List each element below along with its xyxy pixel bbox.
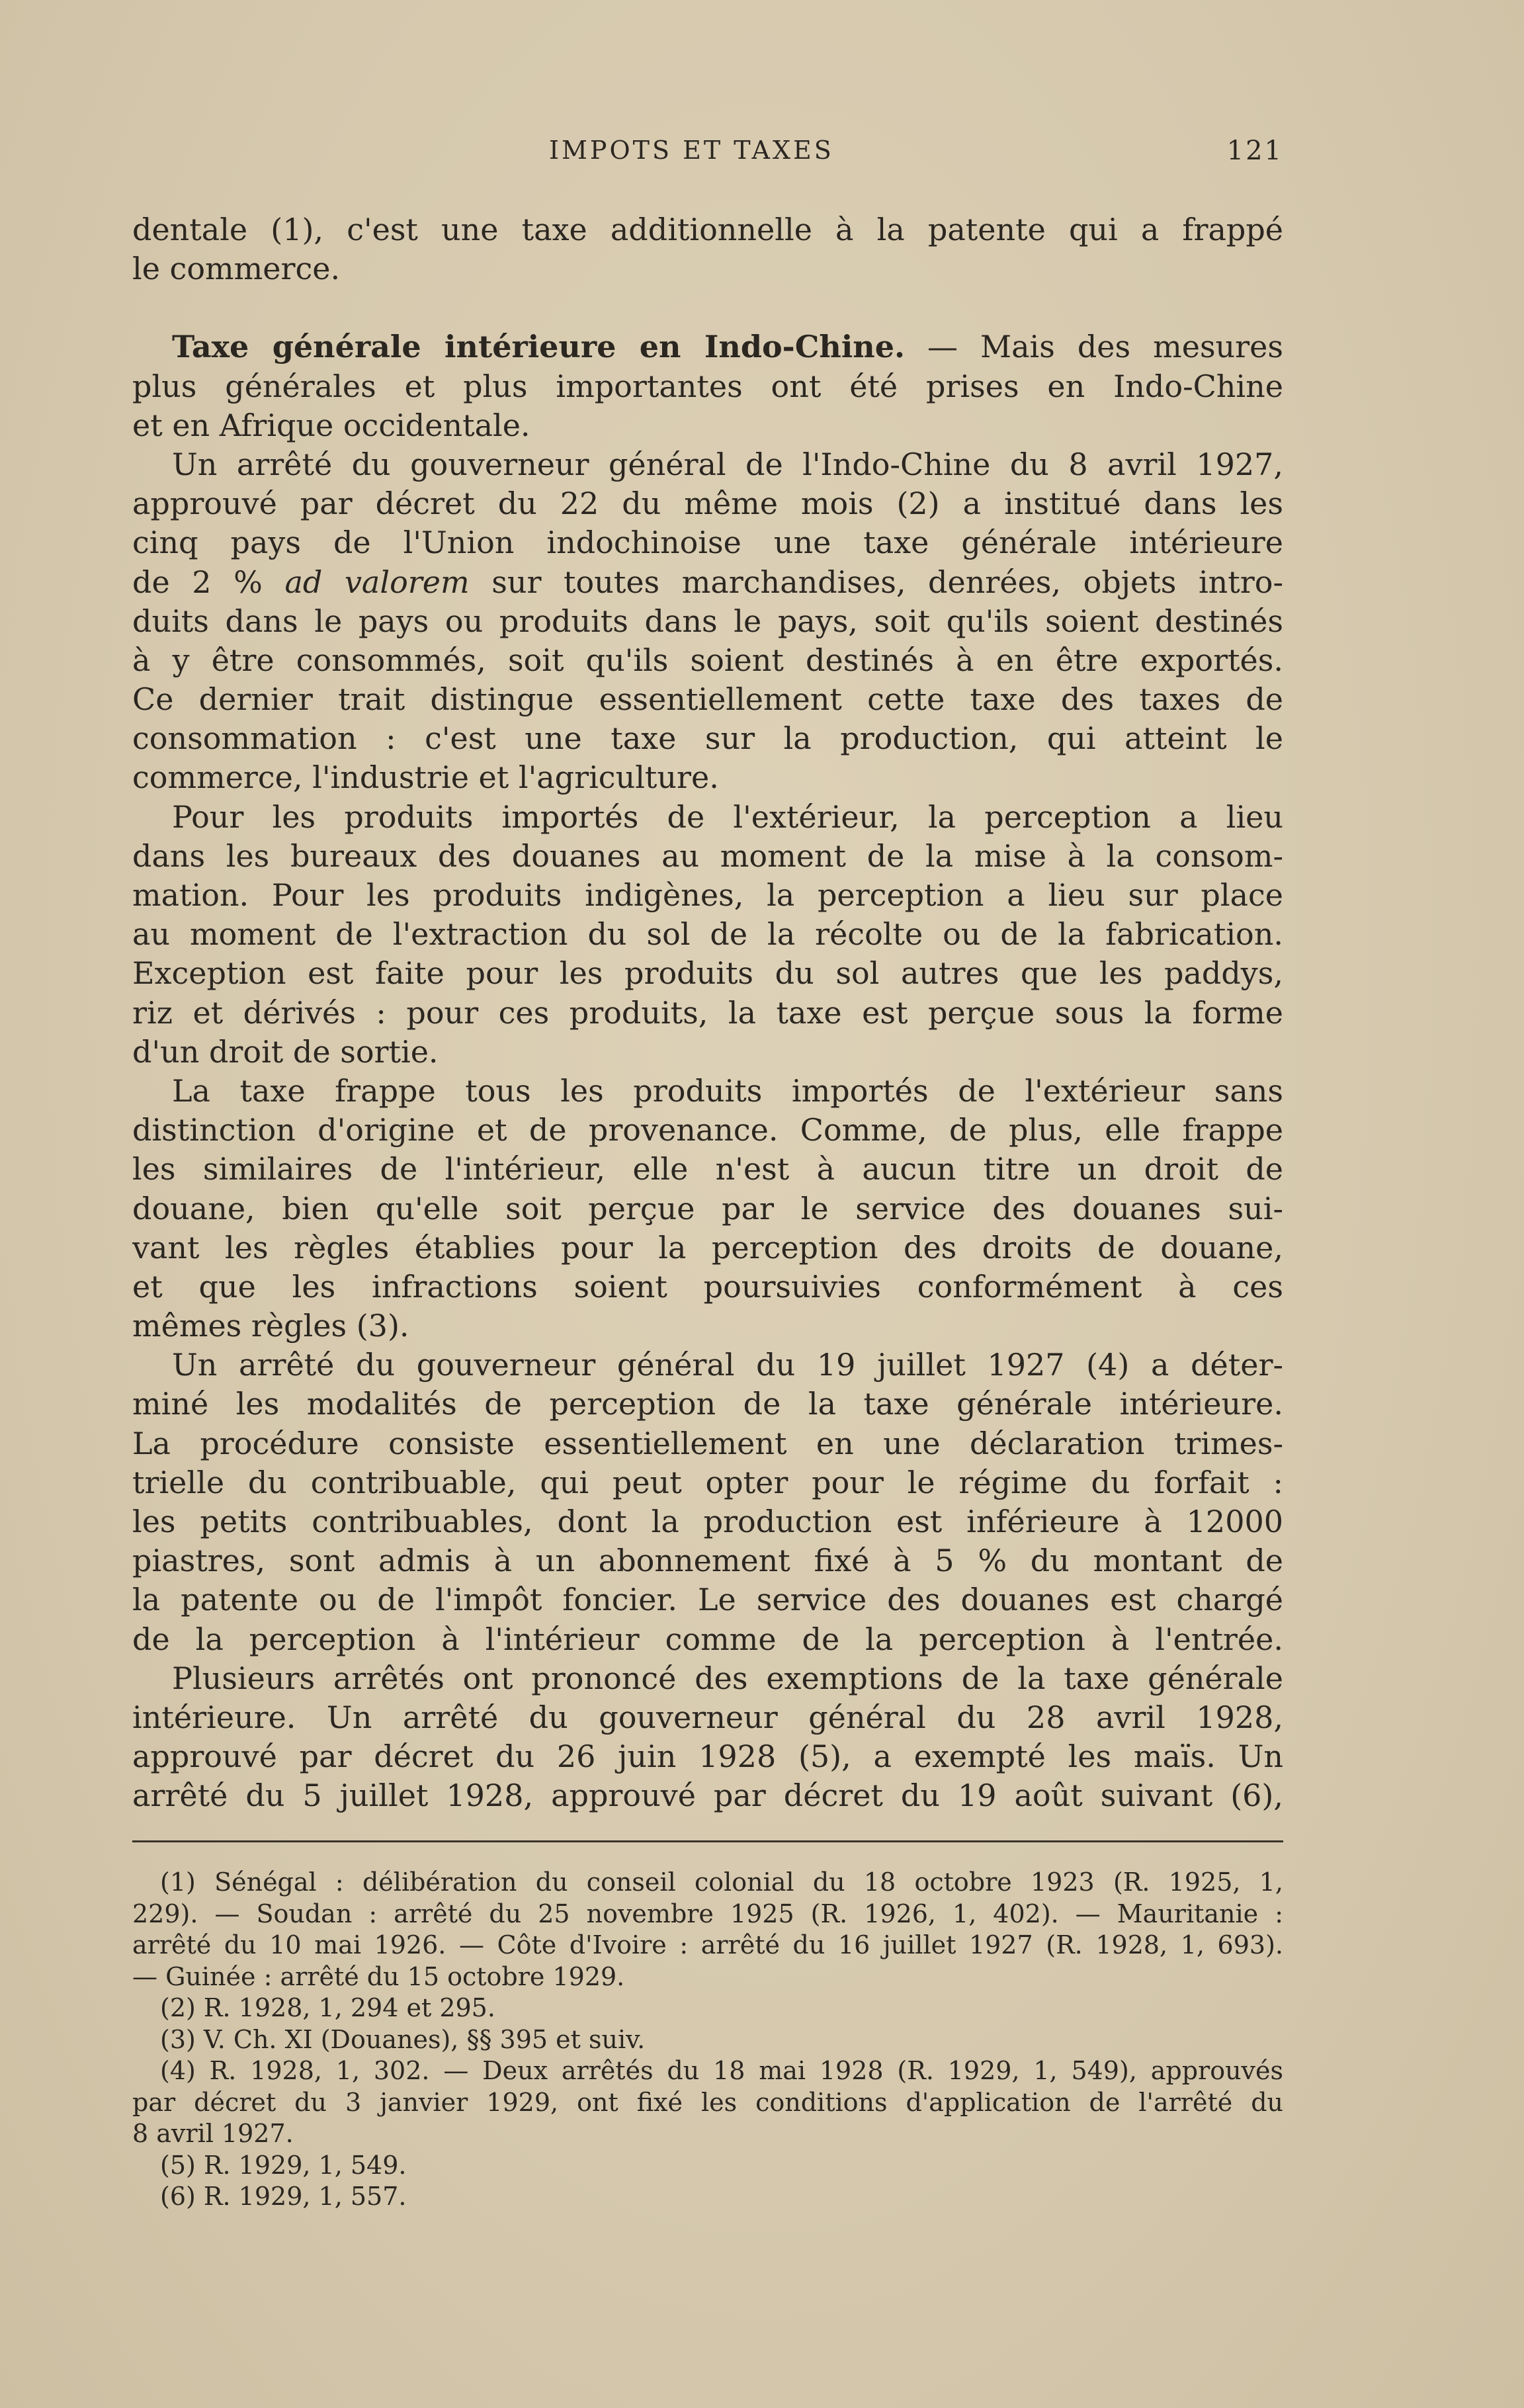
text-line: La taxe frappe tous les produits importés de l'extérieur sans: [172, 1072, 1283, 1109]
footnotes: [132, 1867, 1283, 2213]
section-heading-line: [132, 327, 1283, 366]
text-line: et en Afrique occidentale.: [132, 407, 530, 443]
text-line: mêmes règles (3).: [132, 1308, 409, 1344]
text-line: piastres, sont admis à un abonnement fixé à 5 % du montant de: [132, 1543, 1283, 1579]
body-text: [132, 210, 1283, 1816]
footnote-line: (3) V. Ch. XI (Douanes), §§ 395 et suiv.: [160, 2024, 646, 2054]
text-line: et que les infractions soient poursuivies conformément à ces: [132, 1268, 1283, 1305]
text-line: les petits contribuables, dont la production est inférieure à 12000: [132, 1504, 1283, 1539]
footnote-line: arrêté du 10 mai 1926. — Côte d'Ivoire : arrêté du 16 juillet 1927 (R. 1928, 1, 693).: [132, 1930, 1283, 1959]
footnote-line: (6) R. 1929, 1, 557.: [160, 2182, 407, 2211]
text-line: d'un droit de sortie.: [132, 1033, 439, 1070]
text-line: Un arrêté du gouverneur général du 19 juillet 1927 (4) a déter-: [172, 1347, 1283, 1383]
text-line: dentale (1), c'est une taxe additionnelle à la patente qui a frappé: [132, 212, 1283, 247]
running-head: IMPOTS ET TAXES: [549, 136, 834, 165]
text-line: douane, bien qu'elle soit perçue par le service des douanes sui-: [132, 1190, 1283, 1226]
footnote-line: (5) R. 1929, 1, 549.: [160, 2150, 407, 2180]
text-line: Exception est faite pour les produits du sol autres que les paddys,: [132, 955, 1283, 992]
footnote-line: 8 avril 1927.: [132, 2119, 294, 2148]
text-line: à y être consommés, soit qu'ils soient destinés à en être exportés.: [132, 642, 1283, 678]
text-line: duits dans le pays ou produits dans le pays, soit qu'ils soient destinés: [132, 603, 1283, 639]
text-line: La procédure consiste essentiellement en une déclaration trimes-: [132, 1425, 1283, 1461]
text-line: mation. Pour les produits indigènes, la perception a lieu sur place: [132, 877, 1283, 913]
text-line: consommation : c'est une taxe sur la production, qui atteint le: [132, 720, 1283, 757]
text-line: approuvé par décret du 26 juin 1928 (5), a exempté les maïs. Un: [132, 1739, 1283, 1775]
footnote-rule: [132, 1840, 1283, 1842]
page-header: [132, 136, 1283, 175]
heading-continuation: — Mais des mesures: [905, 329, 1283, 365]
text-line: le commerce.: [132, 251, 341, 287]
text-line-ad-valorem: [132, 563, 1283, 602]
ad-valorem-before: de 2 %: [132, 564, 285, 600]
section-heading: Taxe générale intérieure en Indo-Chine.: [172, 329, 906, 365]
text-line: miné les modalités de perception de la taxe générale intérieure.: [132, 1386, 1283, 1422]
text-line: approuvé par décret du 22 du même mois (2) a institué dans les: [132, 486, 1283, 522]
text-line: intérieure. Un arrêté du gouverneur général du 28 avril 1928,: [132, 1699, 1283, 1735]
text-line: arrêté du 5 juillet 1928, approuvé par décret du 19 août suivant (6),: [132, 1778, 1283, 1814]
ad-valorem-after: sur toutes marchandises, denrées, objets intro-: [469, 564, 1283, 600]
text-line: la patente ou de l'impôt foncier. Le service des douanes est chargé: [132, 1582, 1283, 1618]
footnote-line: (2) R. 1928, 1, 294 et 295.: [160, 1993, 495, 2022]
text-line: commerce, l'industrie et l'agriculture.: [132, 759, 719, 796]
page-number: 121: [1226, 136, 1283, 166]
text-line: Plusieurs arrêtés ont prononcé des exemptions de la taxe générale: [172, 1660, 1283, 1696]
footnote-line: (4) R. 1928, 1, 302. — Deux arrêtés du 18 mai 1928 (R. 1929, 1, 549), approuvés: [160, 2056, 1283, 2085]
text-line: Ce dernier trait distingue essentiellement cette taxe des taxes de: [132, 681, 1283, 718]
text-line: riz et dérivés : pour ces produits, la taxe est perçue sous la forme: [132, 994, 1283, 1031]
text-line: les similaires de l'intérieur, elle n'est à aucun titre un droit de: [132, 1151, 1283, 1187]
ad-valorem-italic: ad valorem: [284, 564, 470, 600]
footnote-line: — Guinée : arrêté du 15 octobre 1929.: [132, 1961, 625, 1991]
paragraph-gap: [132, 288, 1283, 327]
footnote-line: 229). — Soudan : arrêté du 25 novembre 1925 (R. 1926, 1, 402). — Mauritanie :: [132, 1899, 1283, 1928]
text-line: distinction d'origine et de provenance. Comme, de plus, elle frappe: [132, 1112, 1283, 1148]
text-line: Un arrêté du gouverneur général de l'Indo-Chine du 8 avril 1927,: [172, 446, 1283, 482]
text-line: cinq pays de l'Union indochinoise une taxe générale intérieure: [132, 525, 1283, 561]
footnote-line: par décret du 3 janvier 1929, ont fixé les conditions d'application de l'arrêté du: [132, 2087, 1283, 2117]
text-line: plus générales et plus importantes ont été prises en Indo-Chine: [132, 368, 1283, 404]
text-line: vant les règles établies pour la perception des droits de douane,: [132, 1229, 1283, 1266]
text-line: de la perception à l'intérieur comme de la perception à l'entrée.: [132, 1621, 1283, 1657]
footnote-line: (1) Sénégal : délibération du conseil colonial du 18 octobre 1923 (R. 1925, 1,: [160, 1868, 1283, 1897]
text-line: Pour les produits importés de l'extérieur, la perception a lieu: [172, 798, 1283, 835]
text-line: dans les bureaux des douanes au moment de la mise à la consom-: [132, 838, 1283, 874]
text-line: trielle du contribuable, qui peut opter pour le régime du forfait :: [132, 1464, 1283, 1500]
text-line: au moment de l'extraction du sol de la récolte ou de la fabrication.: [132, 916, 1283, 953]
